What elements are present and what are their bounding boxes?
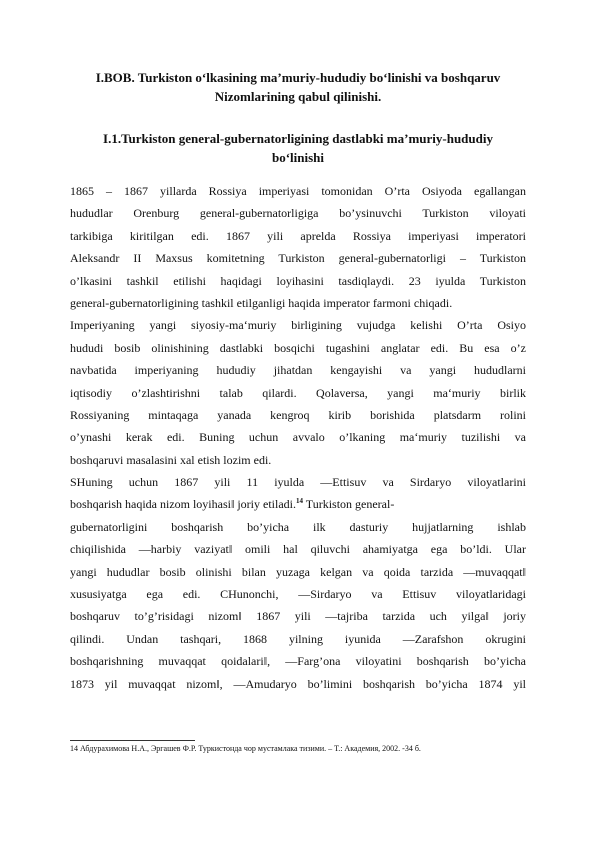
footnote-divider	[70, 740, 195, 741]
body-line: tarkibiga kiritilgan edi. 1867 yili aprelda Rossiya imperiyasi imperatori	[70, 228, 526, 243]
body-line: Rossiyaning mintaqaga yanada kengroq kirib borishida platsdarm rolini	[70, 407, 526, 422]
body-line: general-gubernatorligining tashkil etilganligi haqida imperator farmoni chiqadi.	[70, 295, 453, 310]
body-line: o’ynashi kerak edi. Buning uchun avvalo o’lkaning ma‘muriy tuzilishi va	[70, 430, 526, 445]
body-text	[70, 180, 526, 695]
chapter-title	[70, 68, 526, 106]
body-line: hududlar Orenburg general-gubernatorligiga bo’ysinuvchi Turkiston viloyati	[70, 206, 526, 221]
section-title	[70, 129, 526, 167]
body-line: gubernatorligini boshqarish bo’yicha ilk dasturiy hujjatlarning ishlab	[70, 519, 526, 534]
body-line: iqtisodiy o’zlashtirishni talab qilardi. Qolaversa, yangi ma‘muriy birlik	[70, 385, 526, 400]
body-line: yangi hududlar bosib olinishi bilan yuzaga kelgan va qoida tarzida ―muvaqqat‖	[70, 564, 526, 579]
body-line: o’lkasini tashkil etilishi haqidagi loyihasini tasdiqlaydi. 23 iyulda Turkiston	[70, 273, 526, 288]
body-line: Aleksandr II Maxsus komitetning Turkiston general-gubernatorligi – Turkiston	[70, 251, 526, 266]
body-line-tail: Turkiston general-	[303, 497, 395, 512]
body-line: 1873 yil muvaqqat nizom‖, ―Amudaryo bo’limini boshqarish bo’yicha 1874 yil	[70, 676, 526, 691]
section-title-line-2: bo‘linishi	[271, 150, 325, 165]
footnote-reference[interactable]: 14	[296, 497, 303, 506]
body-line: hududi bosib olinishining dastlabki bosqichi tugashini anglatar edi. Bu esa o’z	[70, 340, 526, 355]
body-line: qilindi. Undan tashqari, 1868 yilning iyunida ―Zarafshon okrugini	[70, 631, 526, 646]
body-line: boshqaruvi masalasini xal etish lozim edi.	[70, 452, 272, 467]
body-line: 1865 – 1867 yillarda Rossiya imperiyasi tomonidan O’rta Osiyoda egallangan	[70, 184, 526, 198]
body-line: xususiyatga ega edi. CHunonchi, ―Sirdaryo va Ettisuv viloyatlaridagi	[70, 587, 526, 602]
chapter-title-line-1: I.BOB. Turkiston o‘lkasining ma’muriy-hududiy bo‘linishi va boshqaruv	[95, 70, 501, 85]
body-line: Imperiyaning yangi siyosiy-ma‘muriy birligining vujudga kelishi O’rta Osiyo	[70, 318, 526, 333]
body-line: navbatida imperiyaning hududiy jihatdan kengayishi va yangi hududlarni	[70, 363, 526, 378]
section-title-line-1: I.1.Turkiston general-gubernatorligining dastlabki ma’muriy-hududiy	[103, 131, 493, 146]
body-line: boshqarishning muvaqqat qoidalari‖, ―Farg’ona viloyatini boshqarish bo’yicha	[70, 654, 526, 669]
body-line-text: boshqarish haqida nizom loyihasi‖ joriy etiladi.	[70, 497, 296, 512]
body-line: chiqilishida ―harbiy vaziyat‖ omili hal qiluvchi ahamiyatga ega bo’ldi. Ular	[70, 542, 526, 557]
body-line: SHuning uchun 1867 yili 11 iyulda ―Ettisuv va Sirdaryo viloyatlarini	[70, 475, 526, 490]
chapter-title-line-2: Nizomlarining qabul qilinishi.	[214, 89, 382, 104]
body-line-with-footnote	[70, 493, 526, 515]
body-line: boshqaruv to’g’risidagi nizom‖ 1867 yili ―tajriba tarzida uch yilga‖ joriy	[70, 609, 526, 624]
footnote: 14 Абдурахимова Н.А., Эргашев Ф.Р. Туркистонда чор мустамлака тизими. – Т.: Академия, 2002. -34 б.	[70, 744, 421, 753]
